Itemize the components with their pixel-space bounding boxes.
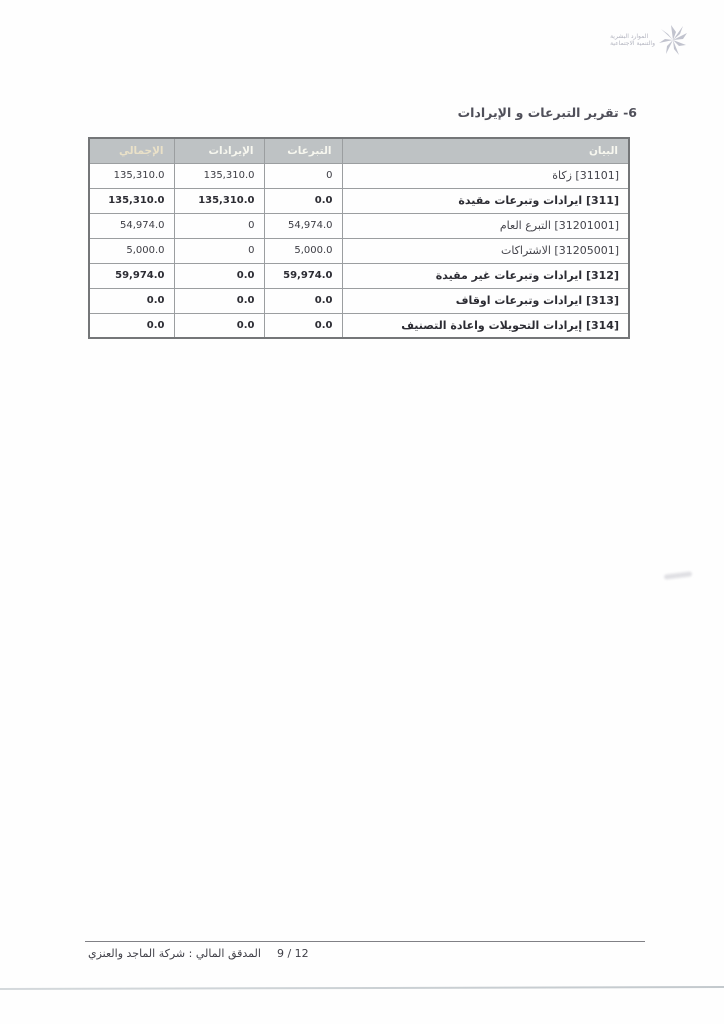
footer-divider	[85, 941, 645, 942]
total-cell: 135,310.0	[89, 163, 174, 188]
column-header-total: الإجمالي	[89, 138, 174, 163]
total-cell: 5,000.0	[89, 238, 174, 263]
ministry-logo	[610, 24, 688, 56]
statement-cell: [31101] زكاة	[342, 163, 629, 188]
revenues-cell: 0.0	[174, 263, 264, 288]
donations-cell: 0.0	[264, 188, 342, 213]
table-row	[89, 263, 629, 288]
statement-cell: [314] إيرادات التحويلات واعادة التصنيف	[342, 313, 629, 338]
total-cell: 0.0	[89, 313, 174, 338]
column-header-statement: البيان	[342, 138, 629, 163]
total-cell: 54,974.0	[89, 213, 174, 238]
revenues-cell: 135,310.0	[174, 163, 264, 188]
donations-revenues-table	[88, 137, 630, 339]
scan-smudge-mark	[664, 571, 692, 579]
ministry-logo-text-line2: والتنمية الاجتماعية	[610, 40, 655, 47]
statement-cell: [313] ايرادات وتبرعات اوقاف	[342, 288, 629, 313]
total-cell: 59,974.0	[89, 263, 174, 288]
section-title: 6- تقرير التبرعات و الإيرادات	[457, 105, 637, 120]
table-row	[89, 188, 629, 213]
table-row	[89, 213, 629, 238]
statement-cell: [31205001] الاشتراكات	[342, 238, 629, 263]
page-footer	[88, 947, 309, 960]
revenues-cell: 135,310.0	[174, 188, 264, 213]
statement-cell: [312] ايرادات وتبرعات غير مقيدة	[342, 263, 629, 288]
revenues-cell: 0	[174, 213, 264, 238]
page-edge-line	[0, 986, 724, 989]
total-cell: 0.0	[89, 288, 174, 313]
table-header-row	[89, 138, 629, 163]
ministry-palm-star-icon	[658, 24, 688, 56]
column-header-revenues: الإيرادات	[174, 138, 264, 163]
donations-cell: 5,000.0	[264, 238, 342, 263]
ministry-logo-text-line1: الموارد البشرية	[610, 32, 649, 40]
donations-cell: 54,974.0	[264, 213, 342, 238]
revenues-cell: 0	[174, 238, 264, 263]
column-header-donations: التبرعات	[264, 138, 342, 163]
revenues-cell: 0.0	[174, 288, 264, 313]
statement-cell: [31201001] التبرع العام	[342, 213, 629, 238]
table-row	[89, 163, 629, 188]
donations-cell: 0.0	[264, 313, 342, 338]
revenues-cell: 0.0	[174, 313, 264, 338]
auditor-label: المدقق المالي : شركة الماجد والعنزي	[88, 947, 261, 960]
donations-cell: 0.0	[264, 288, 342, 313]
table-row	[89, 313, 629, 338]
donations-cell: 0	[264, 163, 342, 188]
page-number: 9 / 12	[276, 947, 309, 960]
total-cell: 135,310.0	[89, 188, 174, 213]
statement-cell: [311] ايرادات وتبرعات مقيدة	[342, 188, 629, 213]
donations-cell: 59,974.0	[264, 263, 342, 288]
table-row	[89, 238, 629, 263]
ministry-logo-text	[610, 33, 655, 48]
table-row	[89, 288, 629, 313]
